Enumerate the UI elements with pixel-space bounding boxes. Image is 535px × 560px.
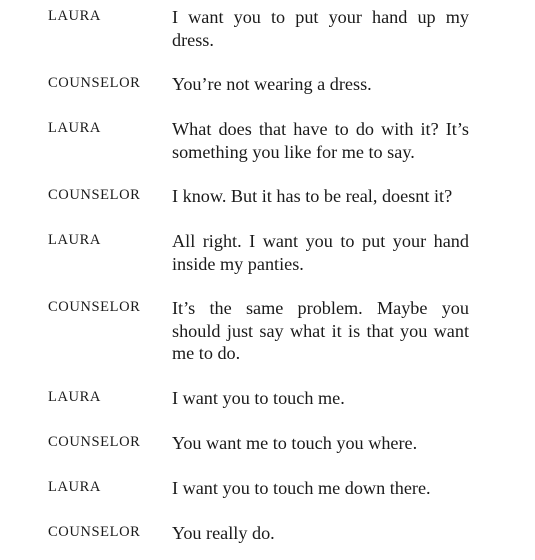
speaker-name: COUNSELOR	[48, 434, 141, 450]
dialogue-text: I want you to touch me down there.	[172, 478, 431, 498]
speaker-name: COUNSELOR	[48, 524, 141, 540]
speaker-name: COUNSELOR	[48, 187, 141, 203]
speaker-name: LAURA	[48, 232, 101, 248]
speaker-name: LAURA	[48, 120, 101, 136]
dialogue-text: You want me to touch you where.	[172, 433, 418, 453]
dialogue-text: All right. I want you to put your hand inside my panties.	[172, 231, 469, 274]
speaker-name: COUNSELOR	[48, 75, 141, 91]
speaker-name: LAURA	[48, 8, 101, 24]
dialogue-text: I want you to touch me.	[172, 388, 345, 408]
dialogue-text: What does that have to do with it? It’s something you like for me to say.	[172, 119, 469, 162]
speaker-name: LAURA	[48, 389, 101, 405]
speaker-name: LAURA	[48, 479, 101, 495]
dialogue-text: You really do.	[172, 523, 275, 543]
dialogue-text: I want you to put your hand up my dress.	[172, 7, 469, 50]
dialogue-text: I know. But it has to be real, doesnt it?	[172, 186, 453, 206]
dialogue-text: It’s the same problem. Maybe you should just say what it is that you want me to do.	[172, 298, 469, 363]
speaker-name: COUNSELOR	[48, 299, 141, 315]
dialogue-text: You’re not wearing a dress.	[172, 74, 372, 94]
